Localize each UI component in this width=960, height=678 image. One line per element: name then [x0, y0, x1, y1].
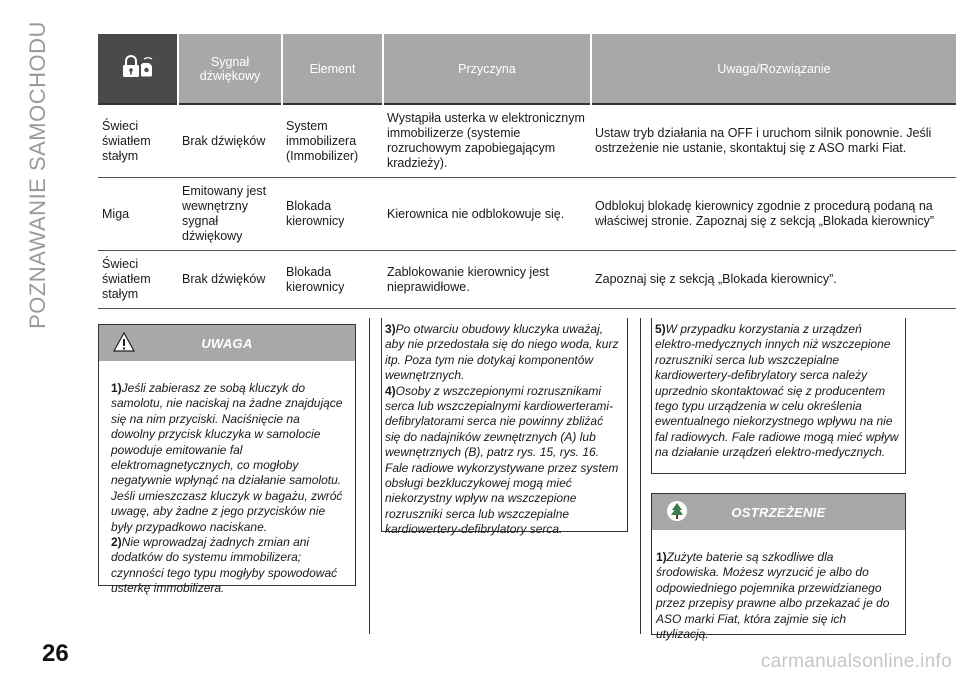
- warning-box-title: UWAGA: [201, 335, 253, 351]
- column-divider: [369, 318, 370, 634]
- warning-item: 2)Nie wprowadzaj żadnych zmian ani dodatków do systemu immobilizera; czynności tego typu mogłyby spowodować usterkę immobilizera.: [111, 535, 338, 596]
- header-icon-cell: [98, 34, 178, 104]
- cell-solution: Odblokuj blokadę kierownicy zgodnie z procedurą podaną na właściwej stronie. Zapoznaj się z sekcją „Blokada kierownicy”: [591, 178, 956, 251]
- header-sound: Sygnał dźwiękowy: [178, 34, 282, 104]
- cell-light: Miga: [98, 178, 178, 251]
- cell-solution: Zapoznaj się z sekcją „Blokada kierownicy”.: [591, 251, 956, 309]
- warning-item: 1)Jeśli zabierasz ze sobą kluczyk do samolotu, nie naciskaj na żadne znajdujące się na nim przyciski. Naciśnięcie na dowolny przycisk kluczyka w samolocie powoduje emitowanie fal elektromagnetycznych, co mogłoby negatywnie wpłynąć na działanie samolotu. Jeśli umieszczasz kluczyk w bagażu, zwróć uwagę, aby żadne z jego przycisków nie były przypadkowo naciskane.: [111, 381, 343, 534]
- cell-light: Świeci światłem stałym: [98, 251, 178, 309]
- cell-element: Blokada kierownicy: [282, 251, 383, 309]
- page-number: 26: [42, 640, 69, 667]
- table-header-row: [98, 34, 956, 104]
- cell-solution: Ustaw tryb działania na OFF i uruchom silnik ponownie. Jeśli ostrzeżenie nie ustanie, skontaktuj się z ASO marki Fiat.: [591, 104, 956, 178]
- header-solution: Uwaga/Rozwiązanie: [591, 34, 956, 104]
- warning-continued-right-body: [655, 322, 901, 461]
- table-row: [98, 251, 956, 309]
- warning-item: 4)Osoby z wszczepionymi rozrusznikami serca lub wszczepialnymi kardiowerterami-defibrylatorami serca nie powinny zbliżać się do nadajników zewnętrznych (A) lub wewnętrznych (B), patrz rys. 15, rys. 16. Fale radiowe wykorzystywane przez system obsługi bezkluczykowej mogą mieć niekorzystny wpływ na wszczepione rozruszniki serca lub wszczepialne kardiowertery-defibrylatory serca.: [385, 383, 619, 537]
- warning-box-header: [99, 325, 355, 361]
- cell-cause: Wystąpiła usterka w elektronicznym immobilizerze (systemie rozruchowym zapobiegającym kradzieży).: [383, 104, 591, 178]
- tree-icon: [666, 500, 688, 522]
- cell-sound: Emitowany jest wewnętrzny sygnał dźwiękowy: [178, 178, 282, 251]
- warning-item: 5)W przypadku korzystania z urządzeń elektro-medycznych innych niż wszczepione rozruszniki serca lub wszczepialne kardiowertery-defibrylatory serca należy uprzednio skontaktować się z producentem tego typu urządzenia w celu określenia ewentualnego niekorzystnego wpływu na nie fal radiowych. Fale radiowe mogą mieć wpływ na działanie urządzeń elektro-medycznych.: [655, 322, 899, 460]
- warning-continued-box: [381, 318, 628, 537]
- lock-alarm-icon: [120, 54, 156, 80]
- cell-cause: Kierownica nie odblokowuje się.: [383, 178, 591, 251]
- environment-box-title: OSTRZEŻENIE: [731, 504, 826, 520]
- environment-item: 1)Zużyte baterie są szkodliwe dla środowiska. Możesz wyrzucić je albo do odpowiedniego pojemnika przewidzianego przez przepisy prawne albo przekazać je do ASO marki Fiat, która zajmie się ich utylizacją.: [656, 550, 890, 642]
- warning-box-body: [111, 381, 347, 597]
- cell-element: System immobilizera (Immobilizer): [282, 104, 383, 178]
- header-element: Element: [282, 34, 383, 104]
- cell-cause: Zablokowanie kierownicy jest nieprawidłowe.: [383, 251, 591, 309]
- watermark: carmanualsonline.info: [760, 651, 952, 672]
- cell-sound: Brak dźwięków: [178, 104, 282, 178]
- cell-element: Blokada kierownicy: [282, 178, 383, 251]
- cell-light: Świeci światłem stałym: [98, 104, 178, 178]
- table-row: [98, 178, 956, 251]
- cell-sound: Brak dźwięków: [178, 251, 282, 309]
- header-cause: Przyczyna: [383, 34, 591, 104]
- warning-light-table: [98, 34, 956, 309]
- warning-box: [98, 324, 356, 596]
- environment-box-body: [656, 550, 899, 642]
- warning-continued-body: [385, 322, 621, 538]
- environment-box: [651, 493, 906, 642]
- table-row: [98, 104, 956, 178]
- warning-continued-box-right: [651, 318, 906, 474]
- side-section-title: [2, 10, 74, 340]
- warning-triangle-icon: [113, 331, 135, 353]
- side-title-text: POZNAWANIE SAMOCHODU: [25, 21, 51, 329]
- column-divider: [640, 318, 641, 634]
- environment-box-header: [652, 494, 905, 530]
- warning-item: 3)Po otwarciu obudowy kluczyka uważaj, aby nie przedostała się do niego woda, kurz itp. Poza tym nie dotykaj komponentów wewnętrznych.: [385, 322, 619, 383]
